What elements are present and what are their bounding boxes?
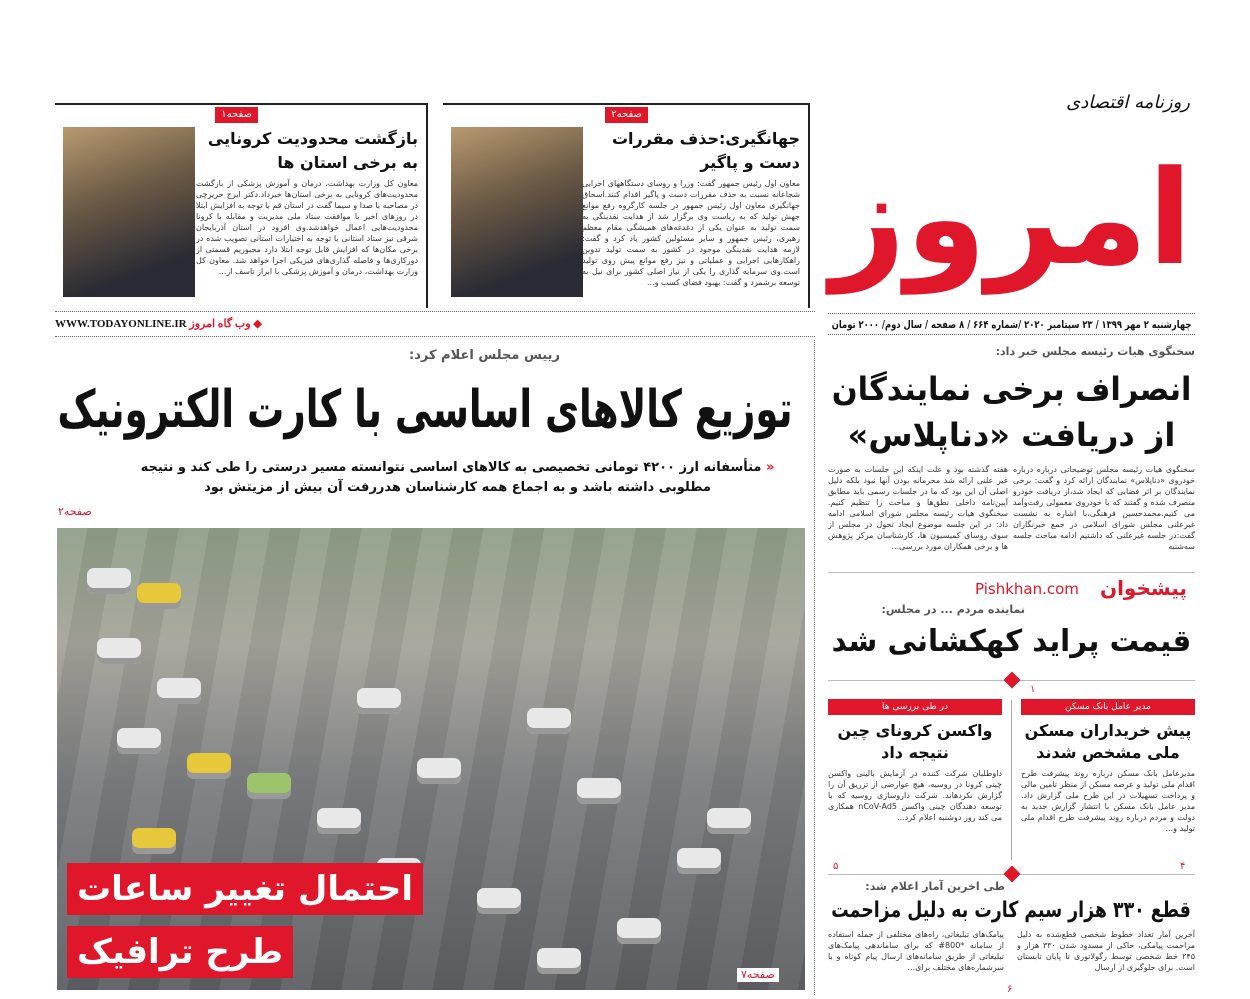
story3-page-ref[interactable]: ۴ bbox=[1180, 861, 1186, 872]
newspaper-logo: امروز bbox=[830, 142, 1193, 294]
story4-page-ref[interactable]: ۵ bbox=[833, 861, 839, 872]
divider bbox=[1011, 700, 1012, 860]
main-lead-text: متأسفانه ارز ۴۲۰۰ تومانی تخصیصی به کالاهای اساسی نتوانسته مسیر درستی را طی کند و نتیجه مطلوبی داشته باشد و به اجماع همه کارشناسان هدررفت آن بیش از مزیتش بود bbox=[140, 460, 762, 495]
story1-col2: هفته گذشته بود و علت اینکه این جلسات به صورت غیر علنی ارائه شد محرمانه بودن آنها نبود بلکه دلیل اصلی آن این بود که ما در جلسات رسمی باید مطابق آیین‌نامه داخلی نطق‌ها و مباحث را تنظیم کنیم. سخنگوی هیات رئیسه مجلس شورای اسلامی ادامه داد: در این جلسه موضوع ایجاد تحول در مجلس از سوی روسای کمیسیون ها، کارشناسان مرکز پژوهش ها و برخی همکاران مورد بررسی... bbox=[828, 465, 1008, 551]
column-divider bbox=[814, 340, 815, 995]
story1-kicker: سخنگوی هیات رئیسه مجلس خبر داد: bbox=[995, 345, 1195, 358]
teaser-jahangiri[interactable] bbox=[443, 103, 810, 308]
website-label: وب گاه امروز bbox=[189, 318, 251, 330]
teaser-body: معاون اول رئیس جمهور گفت: وزرا و روسای دستگاههای اجرایی شجاعانه نسبت به حذف مقررات دست و پاگیر اقدام کنند.اسحاق جهانگیری معاون اول رئیس جمهور در جلسه کارگروه رفع موانع جهش تولید که به ریاست وی برگزار شد از هدایت نقدینگی به سمت تولید به عنوان یکی از دغدغه‌های همیشگی مقام معظم رهبری، رئیس جمهور و سایر مسئولین کشور یاد کرد و گفت: لازمه هدایت نقدینگی موجود در کشور به سمت تولید تدوین راهکارهایی اجرایی و عملیاتی و نیز رفع موانع پیش روی تولید است.وی سرمایه گذاری را یکی از نیاز اصلی کشور برای نیل به توسعه برشمرد و گفت: بهبود فضای کسب و... bbox=[582, 179, 800, 287]
divider bbox=[55, 311, 815, 312]
story4-body: داوطلبان شرکت کننده در آزمایش بالینی واکسن چینی کرونا در روسیه، هیچ عوارضی از تزریق آن را گزارش نکردهاند. شرکت داروسازی روسیه که با توسعه دهندگان چینی واکسن nCoV-Ad5 همکاری می کند روز دوشنبه اعلام کرد... bbox=[828, 769, 1002, 822]
main-page-ref[interactable]: صفحه۲ bbox=[58, 505, 92, 518]
website-link[interactable] bbox=[55, 317, 262, 331]
photo-jahangiri bbox=[451, 127, 583, 297]
page-badge: صفحه۱ bbox=[215, 107, 258, 123]
story2-headline[interactable]: قیمت پراید کهکشانی شد bbox=[831, 624, 1192, 659]
main-kicker: رییس مجلس اعلام کرد: bbox=[409, 348, 560, 363]
dateline: چهارشنبه ۲ مهر ۱۳۹۹ / ۲۳ سپتامبر ۲۰۲۰ /شماره ۶۶۴ / ۸ صفحه / سال دوم/ ۲۰۰۰ تومان bbox=[831, 319, 1192, 331]
divider bbox=[55, 336, 815, 337]
bullet-icon: « bbox=[766, 460, 775, 475]
story2-page-ref[interactable]: ۱ bbox=[1030, 684, 1036, 695]
story5-kicker: طی اخرین آمار اعلام شد: bbox=[865, 880, 1005, 893]
story4-section: در طی بررسی ها bbox=[828, 699, 1002, 715]
photo-harirchi bbox=[63, 127, 195, 297]
photo-page-ref[interactable]: صفحه۷ bbox=[737, 968, 779, 982]
story3-headline[interactable]: پیش خریداران مسکن ملی مشخص شدند bbox=[1024, 721, 1192, 762]
website-url[interactable]: WWW.TODAYONLINE.IR bbox=[55, 318, 187, 330]
traffic-photo bbox=[57, 528, 805, 990]
diamond-icon bbox=[1004, 866, 1021, 883]
teaser-corona[interactable] bbox=[55, 103, 428, 308]
watermark-url: Pishkhan.com bbox=[975, 580, 1079, 598]
teaser-headline: بازگشت محدودیت کرونایی به برخی استان ها bbox=[207, 129, 418, 172]
watermark-logo: پیشخوان bbox=[1100, 576, 1187, 600]
page-badge: صفحه۲ bbox=[605, 107, 648, 123]
story1-headline[interactable] bbox=[828, 366, 1195, 458]
story4-headline[interactable]: واکسن کرونای چین نتیجه داد bbox=[837, 721, 993, 762]
divider bbox=[828, 334, 1195, 335]
story5-col1: آخرین آمار تعداد خطوط شخصی قطع‌شده به دلیل مزاحمت پیامکی، حاکی از مسدود شدن ۳۳۰ هزار و ۲۴۵ خط شخصی توسط رگولاتوری تا پایان تابستان است. برای جلوگیری از ارسال bbox=[1017, 930, 1196, 972]
photo-overlay-line1: احتمال تغییر ساعات bbox=[67, 863, 423, 915]
main-headline[interactable]: توزیع کالاهای اساسی با کارت الکترونیک bbox=[57, 380, 793, 440]
story5-col2: پیامک‌های تبلیغاتی، راه‌های مختلفی از جمله استفاده از سامانه ‎#800*‎ که برای ساماندهی پیامک‌های تبلیغاتی از طریق سامانه‌های ارسال پیام کوتاه و با سرشماره‌های مختلف برای... bbox=[828, 930, 1004, 972]
divider bbox=[828, 572, 1195, 573]
story1-headline-line1: انصراف برخی نمایندگان bbox=[831, 370, 1192, 408]
main-lead bbox=[115, 458, 800, 498]
story5-page-ref[interactable]: ۶ bbox=[1007, 984, 1013, 995]
teaser-body: معاون کل وزارت بهداشت، درمان و آموزش پزشکی از بازگشت محدودیت‌های کرونایی به برخی استان‌ها خبرداد.دکتر ایرج حریرچی در مصاحبه با صدا و سیما گفت در استان قم با توجه به افزایش ابتلا در روزهای اخیر با موافقت ستاد ملی مدیریت و مقابله با کرونا محدودیت‌هایی اعمال خواهدشد.وی افزود در استان آذربایجان شرقی نیز ستاد استانی با توجه به اختیارات استانی تصویب شده در برخی مکان‌ها که افزایش قابل توجه ابتلا دارد مجبوریم قسمتی از دورکاری‌ها و فاصله گذاری‌های فیزیکی اجرا خواهد شد. معاون کل وزارت بهداشت، درمان و آموزش پزشکی با ابراز تاسف از... bbox=[196, 179, 418, 276]
story3-section: مدیر عامل بانک مسکن bbox=[1021, 699, 1195, 715]
story1-headline-line2: از دریافت «دناپلاس» bbox=[847, 416, 1176, 454]
teaser-headline: جهانگیری:حذف مقررات دست و پاگیر bbox=[611, 129, 800, 172]
arrow-icon: ◆ bbox=[253, 318, 262, 330]
story3-body: مدیرعامل بانک مسکن درباره روند پیشرفت طرح اقدام ملی تولید و عرضه مسکن از منظر تامین مالی و پرداخت تسهیلات در این طرح ملی گزارش داد. مدیر عامل بانک مسکن با انتشار گزارش جدید به دولت و مردم درباره روند پیشرفت طرح اقدام ملی تولید و... bbox=[1021, 769, 1195, 833]
photo-overlay-line2: طرح ترافیک bbox=[67, 926, 293, 978]
tagline: روزنامه اقتصادی bbox=[1066, 92, 1190, 113]
page-marker-icon bbox=[1004, 672, 1021, 689]
story5-headline[interactable]: قطع ۳۳۰ هزار سیم کارت به دلیل مزاحمت bbox=[831, 898, 1192, 923]
story1-col1: سخنگوی هیات رئیسه مجلس توضیحاتی درباره درباره خودروی «دناپلاس» نمایندگان ارائه کرد و گفت: برخی نمایندگان بر اثر فضایی که ایجاد شد،از دریافت خودرو منصرف شده و گفتند که با خودروی معمولی رفت‌وآمد می کنیم.محمدحسین فرهنگی،با اشاره به نشست غیرعلنی مجلس شورای اسلامی در جمع خبرنگاران گفت:در جلسه غیرعلنی که داشتیم ادامه مباحث جلسه سه‌شنبه bbox=[1013, 465, 1195, 551]
divider bbox=[828, 313, 1195, 314]
story2-kicker: نماینده مردم ... در مجلس: bbox=[881, 603, 1025, 616]
